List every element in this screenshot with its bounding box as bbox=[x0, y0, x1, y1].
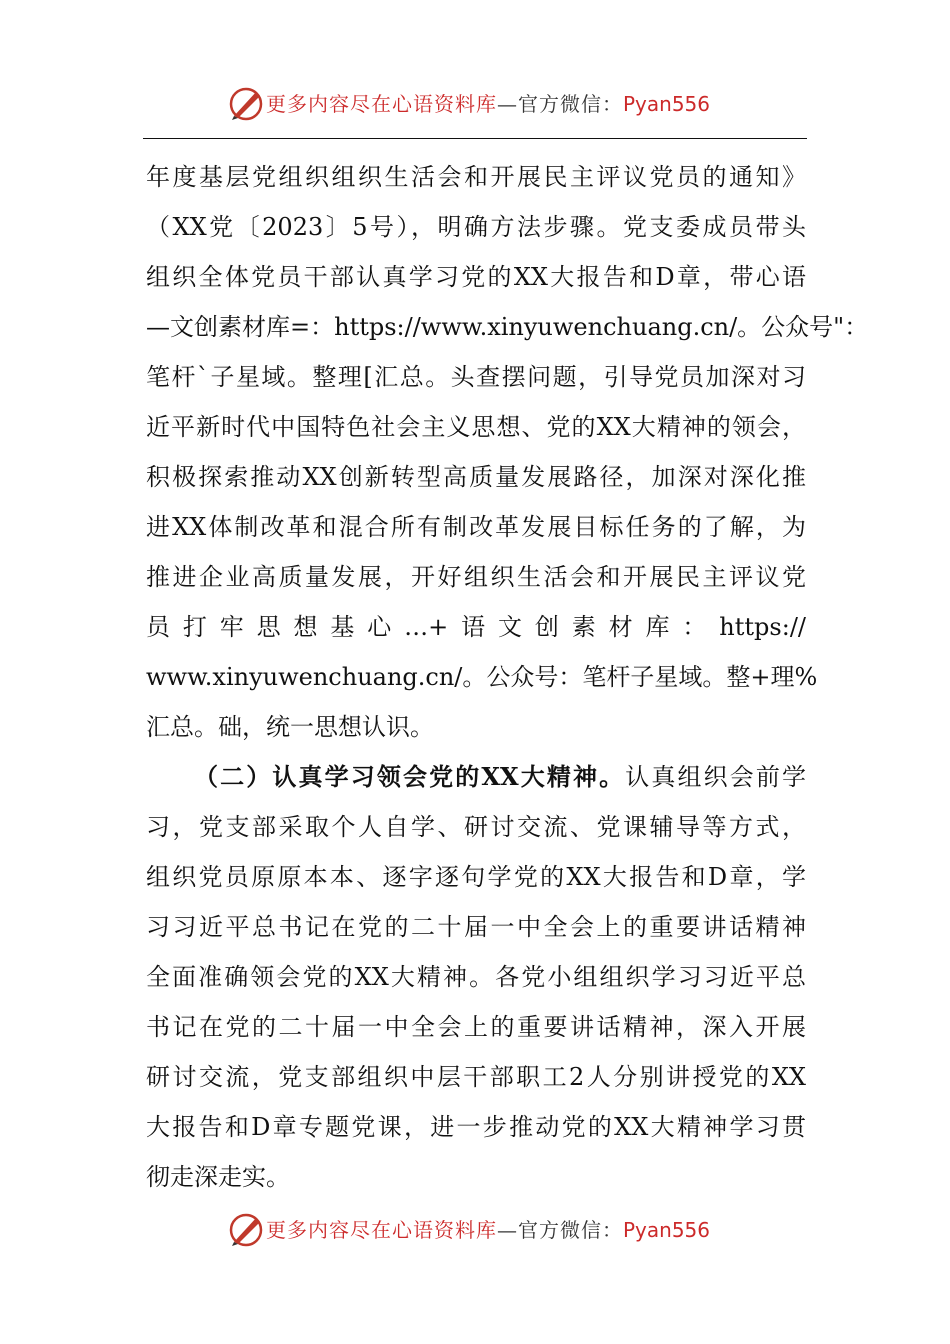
pen-logo-icon bbox=[226, 84, 266, 124]
text-line: 组织党员原原本本、逐字逐句学党的XX大报告和D章，学 bbox=[146, 863, 806, 891]
text-line: 员打牢思想基心…+语文创素材库：https:// bbox=[146, 613, 806, 641]
text-line: 近平新时代中国特色社会主义思想、党的XX大精神的领会， bbox=[146, 413, 806, 441]
text-line: 年度基层党组织组织生活会和开展民主评议党员的通知》 bbox=[146, 163, 806, 191]
text-line: 大报告和D章专题党课，进一步推动党的XX大精神学习贯 bbox=[146, 1113, 806, 1141]
text-line: 推进企业高质量发展，开好组织生活会和开展民主评议党 bbox=[146, 563, 806, 591]
text-line: 习，党支部采取个人自学、研讨交流、党课辅导等方式， bbox=[146, 813, 806, 841]
text-line: www.xinyuwenchuang.cn/。公众号：笔杆子星域。整+理% bbox=[146, 663, 818, 691]
text-line: 积极探索推动XX创新转型高质量发展路径，加深对深化推 bbox=[146, 463, 806, 491]
text-line: 全面准确领会党的XX大精神。各党小组组织学习习近平总 bbox=[146, 963, 806, 991]
text-line: 彻走深走实。 bbox=[146, 1163, 290, 1191]
header-divider bbox=[143, 138, 807, 139]
banner-text: 更多内容尽在心语资料库—官方微信：Pyan556 bbox=[266, 92, 711, 116]
text-line: （XX党〔2023〕5号），明确方法步骤。党支委成员带头 bbox=[146, 213, 806, 241]
pen-logo-icon bbox=[226, 1210, 266, 1250]
header-banner bbox=[0, 82, 950, 126]
text-line: 书记在党的二十届一中全会上的重要讲话精神，深入开展 bbox=[146, 1013, 806, 1041]
section-heading-line: （二）认真学习领会党的XX大精神。认真组织会前学 bbox=[194, 762, 806, 791]
text-line: 组织全体党员干部认真学习党的XX大报告和D章，带心语 bbox=[146, 263, 806, 291]
document-body bbox=[146, 152, 869, 1202]
text-line: 汇总。础，统一思想认识。 bbox=[146, 713, 434, 741]
text-line: 进XX体制改革和混合所有制改革发展目标任务的了解，为 bbox=[146, 513, 806, 541]
banner-text: 更多内容尽在心语资料库—官方微信：Pyan556 bbox=[266, 1218, 711, 1242]
text-line: 研讨交流，党支部组织中层干部职工2人分别讲授党的XX bbox=[146, 1063, 806, 1091]
section-heading: （二）认真学习领会党的XX大精神。 bbox=[194, 762, 626, 791]
text-line: 习习近平总书记在党的二十届一中全会上的重要讲话精神 bbox=[146, 913, 806, 941]
text-line: —文创素材库=：https://www.xinyuwenchuang.cn/。公众号"： bbox=[146, 313, 869, 341]
text-line: 笔杆`子星域。整理[汇总。头查摆问题，引导党员加深对习 bbox=[146, 363, 806, 391]
footer-banner bbox=[0, 1208, 950, 1252]
